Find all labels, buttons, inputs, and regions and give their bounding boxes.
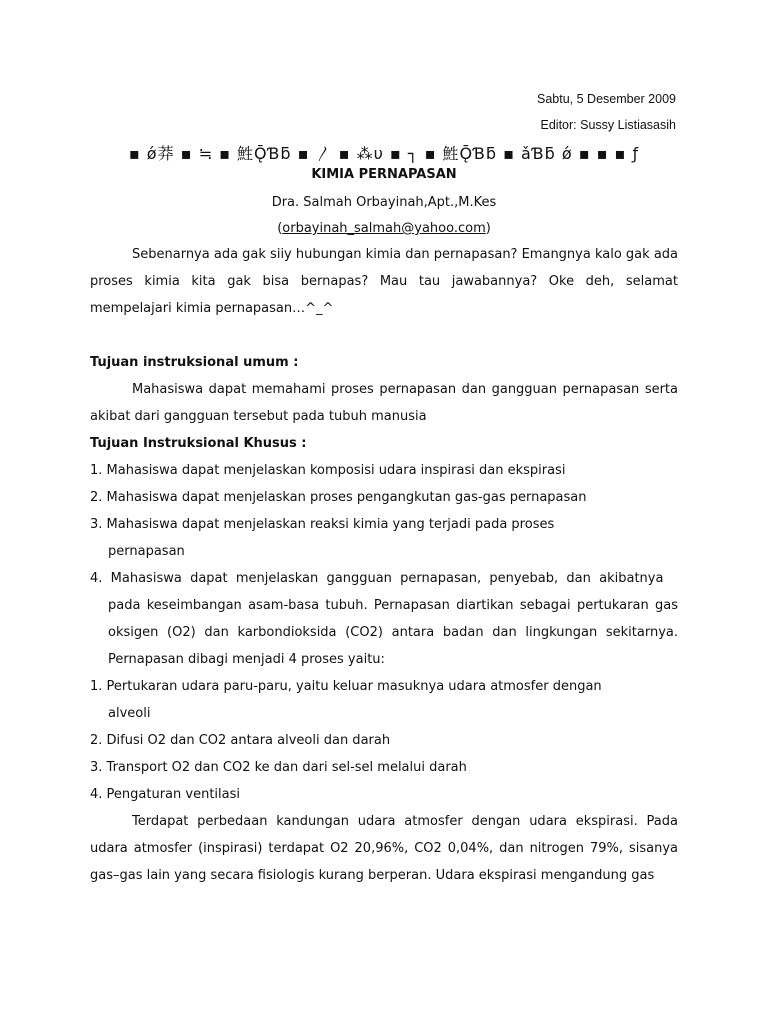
process-item-4: 4. Pengaturan ventilasi: [90, 787, 240, 802]
intro-paragraph: Sebenarnya ada gak siiy hubungan kimia dan pernapasan? Emangnya kalo gak ada proses kimia kita gak bisa bernapas? Mau tau jawabannya? Oke deh, selamat mempelajari kimia pernapasan…^_^: [90, 247, 678, 316]
author-email-line: [0, 221, 768, 236]
tik-item-2: 2. Mahasiswa dapat menjelaskan proses pengangkutan gas-gas pernapasan: [90, 490, 587, 505]
tiu-paragraph: Mahasiswa dapat memahami proses pernapasan dan gangguan pernapasan serta akibat dari gangguan tersebut pada tubuh manusia: [90, 382, 678, 424]
author-email-link[interactable]: orbayinah_salmah@yahoo.com: [282, 221, 486, 236]
process-item-1-continuation: alveoli: [108, 706, 151, 721]
process-item-2: 2. Difusi O2 dan CO2 antara alveoli dan darah: [90, 733, 391, 748]
process-item-3: 3. Transport O2 dan CO2 ke dan dari sel-sel melalui darah: [90, 760, 467, 775]
tik-item-3-continuation: pernapasan: [108, 544, 185, 559]
process-item-1: 1. Pertukaran udara paru-paru, yaitu keluar masuknya udara atmosfer dengan: [90, 679, 602, 694]
header-editor: Editor: Sussy Listiasasih: [540, 118, 676, 132]
tik-item-4: 4. Mahasiswa dapat menjelaskan gangguan pernapasan, penyebab, dan akibatnya: [90, 571, 664, 586]
header-date: Sabtu, 5 Desember 2009: [537, 92, 676, 106]
closing-paragraph: Terdapat perbedaan kandungan udara atmosfer dengan udara ekspirasi. Pada udara atmosfer (inspirasi) terdapat O2 20,96%, CO2 0,04%, dan nitrogen 79%, sisanya gas–gas lain yang secara fisiologis kurang berperan. Udara ekspirasi mengandung gas: [90, 814, 678, 883]
article-body: [90, 241, 678, 889]
email-close-paren: ): [485, 221, 491, 236]
tik-item-3: 3. Mahasiswa dapat menjelaskan reaksi kimia yang terjadi pada proses: [90, 517, 555, 532]
garbled-symbol-line: ▪ ǿ莽 ▪ ≒ ▪ 鮏ǬƁƃ ▪ 〳 ▪ ⁂υ ▪ ┐ ▪ 鮏ǬƁƃ ▪ ǎƁƃ ǿ ▪ ▪ ▪ ƒ: [128, 144, 640, 163]
process-list: [90, 673, 678, 808]
tik-list: [90, 457, 678, 673]
tik-heading: Tujuan Instruksional Khusus :: [90, 436, 307, 451]
paragraph-spacer: [90, 322, 678, 349]
tik-item-4-continuation: pada keseimbangan asam-basa tubuh. Pernapasan diartikan sebagai pertukaran gas oksigen (O2) dan karbondioksida (CO2) antara badan dan lingkungan sekitarnya. Pernapasan dibagi menjadi 4 proses yaitu:: [108, 598, 678, 667]
tiu-heading: Tujuan instruksional umum :: [90, 355, 299, 370]
email-open-paren: (: [277, 221, 283, 236]
article-title: KIMIA PERNAPASAN: [311, 167, 457, 182]
article-author: Dra. Salmah Orbayinah,Apt.,M.Kes: [271, 195, 497, 210]
tik-item-1: 1. Mahasiswa dapat menjelaskan komposisi udara inspirasi dan ekspirasi: [90, 463, 566, 478]
